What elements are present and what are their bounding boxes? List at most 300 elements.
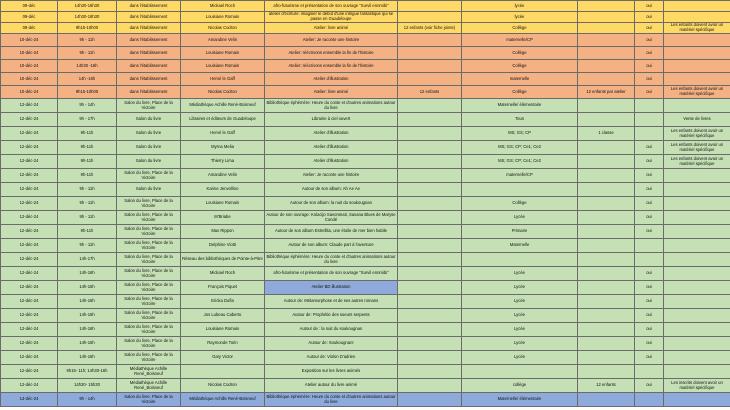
- activity-cell[interactable]: Atelier: réécrivons ensemble la fin de l'histoire: [265, 47, 398, 60]
- time-cell[interactable]: 14h-16h: [58, 267, 117, 281]
- author-cell[interactable]: Nicolas Codron: [181, 23, 265, 34]
- confirmed-cell[interactable]: oui: [635, 86, 664, 99]
- count-cell[interactable]: [398, 295, 462, 309]
- time-cell[interactable]: 9h-11h: [58, 169, 117, 183]
- author-cell[interactable]: Raymonde Torin: [181, 337, 265, 351]
- count-cell[interactable]: [398, 267, 462, 281]
- location-cell[interactable]: Salon du livre, Place de la Victoire: [117, 267, 181, 281]
- date-cell[interactable]: 12-déc-24: [1, 281, 58, 295]
- audience-cell[interactable]: Collège: [462, 60, 578, 73]
- count-cell[interactable]: [398, 197, 462, 211]
- time-cell[interactable]: 9h-11h: [58, 127, 117, 141]
- author-cell[interactable]: François Piquet: [181, 281, 265, 295]
- group-size-cell[interactable]: [578, 239, 635, 253]
- remark-cell[interactable]: [664, 393, 730, 407]
- date-cell[interactable]: 12-déc-24: [1, 267, 58, 281]
- time-cell[interactable]: 14h30-16h30: [58, 12, 117, 23]
- author-cell[interactable]: Max Rippon: [181, 225, 265, 239]
- location-cell[interactable]: Salon du livre: [117, 113, 181, 127]
- activity-cell[interactable]: Atelier: Je raconte une histoire: [265, 169, 398, 183]
- activity-cell[interactable]: Bibliothèque éphémère: Heure du conte et d'autres animations autour du livre: [265, 99, 398, 113]
- confirmed-cell[interactable]: oui: [635, 309, 664, 323]
- remark-cell[interactable]: Les enfants doivent avoir un matériel spécifique: [664, 86, 730, 99]
- activity-cell[interactable]: Autour de: Violon D'adrien: [265, 351, 398, 365]
- confirmed-cell[interactable]: [635, 365, 664, 379]
- time-cell[interactable]: 9h-11h: [58, 225, 117, 239]
- time-cell[interactable]: 14h-16h: [58, 351, 117, 365]
- activity-cell[interactable]: afro-futurisme et présentation de son ouvrage "Survil ennmibi": [265, 267, 398, 281]
- count-cell[interactable]: [398, 141, 462, 155]
- location-cell[interactable]: Salon du livre, Place de la Victoire: [117, 197, 181, 211]
- count-cell[interactable]: 12 enfants (voir fiche jointe): [398, 23, 462, 34]
- group-size-cell[interactable]: [578, 197, 635, 211]
- audience-cell[interactable]: maternelle/CP: [462, 34, 578, 47]
- remark-cell[interactable]: [664, 239, 730, 253]
- time-cell[interactable]: 9h - 14h: [58, 99, 117, 113]
- group-size-cell[interactable]: [578, 12, 635, 23]
- date-cell[interactable]: 13-déc-24: [1, 393, 58, 407]
- date-cell[interactable]: 10-déc-24: [1, 86, 58, 99]
- date-cell[interactable]: 12-déc-24: [1, 197, 58, 211]
- time-cell[interactable]: 14h-16h: [58, 281, 117, 295]
- count-cell[interactable]: [398, 379, 462, 393]
- date-cell[interactable]: 10-déc-24: [1, 47, 58, 60]
- audience-cell[interactable]: lycée: [462, 12, 578, 23]
- audience-cell[interactable]: Lycée: [462, 351, 578, 365]
- remark-cell[interactable]: [664, 281, 730, 295]
- author-cell[interactable]: Amandine Velin: [181, 169, 265, 183]
- activity-cell[interactable]: Autour de son album: Ah Ae Ae: [265, 183, 398, 197]
- date-cell[interactable]: 09-déc: [1, 1, 58, 12]
- activity-cell[interactable]: Atelier: Je raconte une histoire: [265, 34, 398, 47]
- count-cell[interactable]: [398, 34, 462, 47]
- date-cell[interactable]: 09-déc: [1, 23, 58, 34]
- remark-cell[interactable]: [664, 99, 730, 113]
- activity-cell[interactable]: Autour de son album: Claude part à l'aventure: [265, 239, 398, 253]
- remark-cell[interactable]: Les inscrits doivent avoir un matériel spécifique: [664, 379, 730, 393]
- confirmed-cell[interactable]: [635, 239, 664, 253]
- group-size-cell[interactable]: [578, 60, 635, 73]
- location-cell[interactable]: dans l'établissement: [117, 47, 181, 60]
- group-size-cell[interactable]: [578, 113, 635, 127]
- audience-cell[interactable]: [462, 183, 578, 197]
- location-cell[interactable]: dans l'établissement: [117, 1, 181, 12]
- location-cell[interactable]: Salon du livre, Place de la Victoire: [117, 211, 181, 225]
- group-size-cell[interactable]: 12 enfants: [578, 379, 635, 393]
- audience-cell[interactable]: Lycée: [462, 211, 578, 225]
- time-cell[interactable]: 14h-16h: [58, 323, 117, 337]
- time-cell[interactable]: 9h-11h: [58, 155, 117, 169]
- activity-cell[interactable]: Librairie à ciel ouvert: [265, 113, 398, 127]
- count-cell[interactable]: [398, 99, 462, 113]
- location-cell[interactable]: dans l'établissement: [117, 73, 181, 86]
- activity-cell[interactable]: Autour de : la nuit du soukougnan: [265, 323, 398, 337]
- audience-cell[interactable]: Maternelle/ élémentaire: [462, 393, 578, 407]
- time-cell[interactable]: 14h-16h: [58, 309, 117, 323]
- location-cell[interactable]: Salon du livre, Place de la Victoire: [117, 169, 181, 183]
- activity-cell[interactable]: afro-futurisme et présentation de son ouvrage "Survil ennmibi": [265, 1, 398, 12]
- activity-cell[interactable]: Autour de son ouvrage: Kolacijo Savonmati, Savana Blues de Maryse Condé: [265, 211, 398, 225]
- location-cell[interactable]: Salon du livre, Place de la Victoire: [117, 393, 181, 407]
- location-cell[interactable]: Salon du livre, Place de la Victoire: [117, 323, 181, 337]
- location-cell[interactable]: Salon du livre, Place de la Victoire: [117, 99, 181, 113]
- confirmed-cell[interactable]: oui: [635, 155, 664, 169]
- date-cell[interactable]: 12-déc-24: [1, 141, 58, 155]
- remark-cell[interactable]: Vente de livres: [664, 113, 730, 127]
- group-size-cell[interactable]: [578, 225, 635, 239]
- activity-cell[interactable]: Atelier: livre animé: [265, 86, 398, 99]
- remark-cell[interactable]: [664, 12, 730, 23]
- activity-cell[interactable]: Bibliothèque éphémère: Heure du conte et d'autres animations autour du livre: [265, 253, 398, 267]
- group-size-cell[interactable]: [578, 351, 635, 365]
- date-cell[interactable]: 12-déc-24: [1, 337, 58, 351]
- group-size-cell[interactable]: 12 enfants par atelier: [578, 86, 635, 99]
- author-cell[interactable]: Réseau des bibliothèques de Pointe-à-Pitre: [181, 253, 265, 267]
- activity-cell[interactable]: Atelier d'illustration: [265, 141, 398, 155]
- count-cell[interactable]: [398, 351, 462, 365]
- activity-cell[interactable]: Atelier autour du livre animé: [265, 379, 398, 393]
- remark-cell[interactable]: [664, 365, 730, 379]
- audience-cell[interactable]: Tous: [462, 113, 578, 127]
- count-cell[interactable]: [398, 155, 462, 169]
- time-cell[interactable]: 14h-17h: [58, 253, 117, 267]
- audience-cell[interactable]: Maternelle/ élémentaire: [462, 99, 578, 113]
- count-cell[interactable]: [398, 365, 462, 379]
- time-cell[interactable]: 9h - 17h: [58, 113, 117, 127]
- count-cell[interactable]: [398, 309, 462, 323]
- date-cell[interactable]: 10-déc-24: [1, 73, 58, 86]
- group-size-cell[interactable]: 1 classe: [578, 127, 635, 141]
- author-cell[interactable]: Médiathèque Achille René-Boisneuf: [181, 393, 265, 407]
- confirmed-cell[interactable]: [635, 393, 664, 407]
- confirmed-cell[interactable]: oui: [635, 323, 664, 337]
- confirmed-cell[interactable]: oui: [635, 34, 664, 47]
- confirmed-cell[interactable]: [635, 99, 664, 113]
- audience-cell[interactable]: MS; GS; CP; Ce1; Ce2: [462, 141, 578, 155]
- time-cell[interactable]: 14h-16h: [58, 337, 117, 351]
- author-cell[interactable]: Hervé le Gaff: [181, 73, 265, 86]
- group-size-cell[interactable]: [578, 295, 635, 309]
- group-size-cell[interactable]: [578, 47, 635, 60]
- time-cell[interactable]: 9h - 11h: [58, 34, 117, 47]
- author-cell[interactable]: M'Briabe: [181, 211, 265, 225]
- audience-cell[interactable]: Lycée: [462, 323, 578, 337]
- remark-cell[interactable]: [664, 295, 730, 309]
- group-size-cell[interactable]: [578, 155, 635, 169]
- location-cell[interactable]: Salon du livre: [117, 183, 181, 197]
- location-cell[interactable]: Salon du livre, Place de la Victoire: [117, 309, 181, 323]
- remark-cell[interactable]: Les enfants doivent avoir un matériel spécifique: [664, 141, 730, 155]
- count-cell[interactable]: [398, 323, 462, 337]
- location-cell[interactable]: dans l'établissement: [117, 60, 181, 73]
- author-cell[interactable]: Louisiane Romain: [181, 60, 265, 73]
- audience-cell[interactable]: Primaire: [462, 225, 578, 239]
- author-cell[interactable]: Nicolas Codron: [181, 86, 265, 99]
- count-cell[interactable]: [398, 281, 462, 295]
- author-cell[interactable]: Louisiane Romain: [181, 197, 265, 211]
- audience-cell[interactable]: collège: [462, 379, 578, 393]
- author-cell[interactable]: Gary Victor: [181, 351, 265, 365]
- location-cell[interactable]: Médiathèque Achille René_Boisneuf: [117, 379, 181, 393]
- remark-cell[interactable]: [664, 225, 730, 239]
- activity-cell[interactable]: Autour de son album Estrellita, une étoile de mer bien habile: [265, 225, 398, 239]
- author-cell[interactable]: Thierry Lima: [181, 155, 265, 169]
- time-cell[interactable]: 9h - 11h: [58, 197, 117, 211]
- location-cell[interactable]: Médiathèque Achille René_Boisneuf: [117, 365, 181, 379]
- author-cell[interactable]: Karine Jenvollino: [181, 183, 265, 197]
- remark-cell[interactable]: [664, 351, 730, 365]
- author-cell[interactable]: Mickael Roch: [181, 1, 265, 12]
- group-size-cell[interactable]: [578, 281, 635, 295]
- author-cell[interactable]: Médiathèque Achille René-Boisneuf: [181, 99, 265, 113]
- time-cell[interactable]: 14h30- 15h30: [58, 379, 117, 393]
- group-size-cell[interactable]: [578, 253, 635, 267]
- author-cell[interactable]: Louisiane Romain: [181, 323, 265, 337]
- remark-cell[interactable]: Les enfants doivent avoir un matériel spécifique: [664, 155, 730, 169]
- confirmed-cell[interactable]: oui: [635, 47, 664, 60]
- confirmed-cell[interactable]: oui: [635, 183, 664, 197]
- location-cell[interactable]: Salon du livre, Place de la Victoire: [117, 295, 181, 309]
- activity-cell[interactable]: Atelier: livre animé: [265, 23, 398, 34]
- author-cell[interactable]: Amandine Velin: [181, 34, 265, 47]
- date-cell[interactable]: 09-déc: [1, 12, 58, 23]
- audience-cell[interactable]: Lycée: [462, 309, 578, 323]
- date-cell[interactable]: 12-déc-24: [1, 169, 58, 183]
- activity-cell[interactable]: Atelier d'illustration: [265, 127, 398, 141]
- count-cell[interactable]: [398, 47, 462, 60]
- audience-cell[interactable]: maternelle/CP: [462, 169, 578, 183]
- activity-cell[interactable]: atelier d'écriture: imaginer le début d'une intrigue fantastique qui se passe en Guadeloupe: [265, 12, 398, 23]
- group-size-cell[interactable]: [578, 211, 635, 225]
- author-cell[interactable]: Nicolas Codron: [181, 379, 265, 393]
- time-cell[interactable]: 9h - 11h: [58, 47, 117, 60]
- confirmed-cell[interactable]: [635, 113, 664, 127]
- confirmed-cell[interactable]: oui: [635, 281, 664, 295]
- activity-cell[interactable]: Atelier d'illustration: [265, 155, 398, 169]
- count-cell[interactable]: [398, 169, 462, 183]
- count-cell[interactable]: [398, 12, 462, 23]
- confirmed-cell[interactable]: [635, 127, 664, 141]
- count-cell[interactable]: [398, 225, 462, 239]
- confirmed-cell[interactable]: oui: [635, 295, 664, 309]
- confirmed-cell[interactable]: [635, 253, 664, 267]
- count-cell[interactable]: [398, 393, 462, 407]
- group-size-cell[interactable]: [578, 73, 635, 86]
- remark-cell[interactable]: Les enfants doivent avoir un matériel spécifique: [664, 23, 730, 34]
- remark-cell[interactable]: [664, 309, 730, 323]
- author-cell[interactable]: Hervé le Gaff: [181, 127, 265, 141]
- date-cell[interactable]: 12-déc-24: [1, 323, 58, 337]
- audience-cell[interactable]: Lycée: [462, 281, 578, 295]
- location-cell[interactable]: Salon du livre, Place de la Victoire: [117, 281, 181, 295]
- count-cell[interactable]: [398, 127, 462, 141]
- count-cell[interactable]: [398, 183, 462, 197]
- remark-cell[interactable]: [664, 60, 730, 73]
- time-cell[interactable]: 9h - 11h: [58, 239, 117, 253]
- audience-cell[interactable]: maternelle: [462, 73, 578, 86]
- location-cell[interactable]: dans l'établissement: [117, 12, 181, 23]
- date-cell[interactable]: 12-déc-24: [1, 309, 58, 323]
- remark-cell[interactable]: [664, 47, 730, 60]
- activity-cell[interactable]: Exposition sur les livres animés: [265, 365, 398, 379]
- time-cell[interactable]: 9h-11h: [58, 141, 117, 155]
- location-cell[interactable]: Salon du livre: [117, 155, 181, 169]
- confirmed-cell[interactable]: oui: [635, 169, 664, 183]
- remark-cell[interactable]: [664, 34, 730, 47]
- location-cell[interactable]: Salon du livre, Place de la Victoire: [117, 253, 181, 267]
- confirmed-cell[interactable]: oui: [635, 73, 664, 86]
- location-cell[interactable]: Salon du livre: [117, 141, 181, 155]
- group-size-cell[interactable]: [578, 99, 635, 113]
- remark-cell[interactable]: [664, 211, 730, 225]
- remark-cell[interactable]: [664, 169, 730, 183]
- confirmed-cell[interactable]: oui: [635, 1, 664, 12]
- date-cell[interactable]: 12-déc-24: [1, 365, 58, 379]
- date-cell[interactable]: 12-déc-24: [1, 211, 58, 225]
- audience-cell[interactable]: [462, 253, 578, 267]
- remark-cell[interactable]: Les enfants doivent avoir un matériel spécifique: [664, 127, 730, 141]
- group-size-cell[interactable]: [578, 34, 635, 47]
- time-cell[interactable]: 14h30 -16h: [58, 60, 117, 73]
- time-cell[interactable]: 9h - 11h: [58, 183, 117, 197]
- remark-cell[interactable]: [664, 337, 730, 351]
- audience-cell[interactable]: Lycée: [462, 295, 578, 309]
- author-cell[interactable]: Myrna Melia: [181, 141, 265, 155]
- author-cell[interactable]: Mickael Roch: [181, 267, 265, 281]
- audience-cell[interactable]: Maternelle: [462, 239, 578, 253]
- audience-cell[interactable]: MS; GS; CP; Ce1; Ce2: [462, 155, 578, 169]
- time-cell[interactable]: 9h - 14h: [58, 393, 117, 407]
- group-size-cell[interactable]: [578, 337, 635, 351]
- count-cell[interactable]: [398, 1, 462, 12]
- count-cell[interactable]: [398, 211, 462, 225]
- activity-cell[interactable]: Bibliothèque éphémère: Heure du conte et d'autres animations autour du livre: [265, 393, 398, 407]
- author-cell[interactable]: Delphine Viotti: [181, 239, 265, 253]
- date-cell[interactable]: 12-déc-24: [1, 239, 58, 253]
- author-cell[interactable]: Ericka Dufla: [181, 295, 265, 309]
- audience-cell[interactable]: lycée: [462, 1, 578, 12]
- activity-cell[interactable]: Autour de: Métamorphose et de ses autres romans: [265, 295, 398, 309]
- time-cell[interactable]: 9h - 11h: [58, 211, 117, 225]
- location-cell[interactable]: dans l'établissement: [117, 23, 181, 34]
- confirmed-cell[interactable]: oui: [635, 267, 664, 281]
- group-size-cell[interactable]: [578, 309, 635, 323]
- author-cell[interactable]: [181, 365, 265, 379]
- confirmed-cell[interactable]: oui: [635, 141, 664, 155]
- date-cell[interactable]: 12-déc-24: [1, 351, 58, 365]
- date-cell[interactable]: 12-déc-24: [1, 253, 58, 267]
- audience-cell[interactable]: Collège: [462, 197, 578, 211]
- remark-cell[interactable]: [664, 323, 730, 337]
- date-cell[interactable]: 12-déc-24: [1, 155, 58, 169]
- remark-cell[interactable]: [664, 183, 730, 197]
- remark-cell[interactable]: [664, 197, 730, 211]
- location-cell[interactable]: Salon du livre, Place de la Victoire: [117, 337, 181, 351]
- location-cell[interactable]: Salon du livre, Place de la Victoire: [117, 225, 181, 239]
- date-cell[interactable]: 12-déc-24: [1, 379, 58, 393]
- author-cell[interactable]: Louisiane Romain: [181, 47, 265, 60]
- date-cell[interactable]: 12-déc-24: [1, 127, 58, 141]
- remark-cell[interactable]: [664, 267, 730, 281]
- location-cell[interactable]: Salon du livre: [117, 127, 181, 141]
- confirmed-cell[interactable]: oui: [635, 211, 664, 225]
- time-cell[interactable]: 14h30-16h30: [58, 1, 117, 12]
- confirmed-cell[interactable]: oui: [635, 197, 664, 211]
- confirmed-cell[interactable]: oui: [635, 351, 664, 365]
- author-cell[interactable]: Libraires et éditeurs de Guadeloupe: [181, 113, 265, 127]
- location-cell[interactable]: Salon du livre, Place de la Victoire: [117, 239, 181, 253]
- count-cell[interactable]: [398, 253, 462, 267]
- group-size-cell[interactable]: [578, 169, 635, 183]
- confirmed-cell[interactable]: oui: [635, 60, 664, 73]
- date-cell[interactable]: 12-déc-24: [1, 225, 58, 239]
- audience-cell[interactable]: Collège: [462, 47, 578, 60]
- activity-cell[interactable]: Atelier BD illustration: [265, 281, 398, 295]
- date-cell[interactable]: 10-déc-24: [1, 34, 58, 47]
- date-cell[interactable]: 12-déc-24: [1, 295, 58, 309]
- date-cell[interactable]: 12-déc-24: [1, 183, 58, 197]
- group-size-cell[interactable]: [578, 183, 635, 197]
- confirmed-cell[interactable]: oui: [635, 225, 664, 239]
- activity-cell[interactable]: Atelier d'illustration: [265, 73, 398, 86]
- date-cell[interactable]: 10-déc-24: [1, 60, 58, 73]
- audience-cell[interactable]: MS; GS; CP: [462, 127, 578, 141]
- remark-cell[interactable]: [664, 253, 730, 267]
- remark-cell[interactable]: [664, 1, 730, 12]
- activity-cell[interactable]: Autour de son album: la nuit du soukougnan: [265, 197, 398, 211]
- audience-cell[interactable]: Collège: [462, 86, 578, 99]
- activity-cell[interactable]: Autour de: Soukougnan!: [265, 337, 398, 351]
- count-cell[interactable]: [398, 239, 462, 253]
- count-cell[interactable]: [398, 113, 462, 127]
- location-cell[interactable]: Salon du livre, Place de la Victoire: [117, 351, 181, 365]
- audience-cell[interactable]: [462, 365, 578, 379]
- confirmed-cell[interactable]: oui: [635, 337, 664, 351]
- audience-cell[interactable]: Lycée: [462, 267, 578, 281]
- confirmed-cell[interactable]: oui: [635, 379, 664, 393]
- date-cell[interactable]: 12-déc-24: [1, 99, 58, 113]
- group-size-cell[interactable]: [578, 365, 635, 379]
- count-cell[interactable]: [398, 60, 462, 73]
- group-size-cell[interactable]: [578, 267, 635, 281]
- activity-cell[interactable]: Atelier: réécrivons ensemble la fin de l'histoire: [265, 60, 398, 73]
- confirmed-cell[interactable]: oui: [635, 12, 664, 23]
- group-size-cell[interactable]: [578, 323, 635, 337]
- audience-cell[interactable]: Lycée: [462, 337, 578, 351]
- location-cell[interactable]: dans l'établissement: [117, 86, 181, 99]
- group-size-cell[interactable]: [578, 23, 635, 34]
- group-size-cell[interactable]: [578, 1, 635, 12]
- time-cell[interactable]: 14h -16h: [58, 73, 117, 86]
- location-cell[interactable]: dans l'établissement: [117, 34, 181, 47]
- date-cell[interactable]: 12-déc-24: [1, 113, 58, 127]
- time-cell[interactable]: 9h15-10h00: [58, 23, 117, 34]
- activity-cell[interactable]: Autour de: Prophétie des soeurs serpents: [265, 309, 398, 323]
- group-size-cell[interactable]: [578, 141, 635, 155]
- count-cell[interactable]: [398, 337, 462, 351]
- audience-cell[interactable]: Collège: [462, 23, 578, 34]
- author-cell[interactable]: Louisiane Romain: [181, 12, 265, 23]
- confirmed-cell[interactable]: oui: [635, 23, 664, 34]
- count-cell[interactable]: 12 enfants: [398, 86, 462, 99]
- time-cell[interactable]: 14h-16h: [58, 295, 117, 309]
- author-cell[interactable]: Jos Lubeau Caberto: [181, 309, 265, 323]
- count-cell[interactable]: [398, 73, 462, 86]
- remark-cell[interactable]: [664, 73, 730, 86]
- time-cell[interactable]: 9h15- 11h; 14h30-16h: [58, 365, 117, 379]
- time-cell[interactable]: 9h15-10h00: [58, 86, 117, 99]
- group-size-cell[interactable]: [578, 393, 635, 407]
